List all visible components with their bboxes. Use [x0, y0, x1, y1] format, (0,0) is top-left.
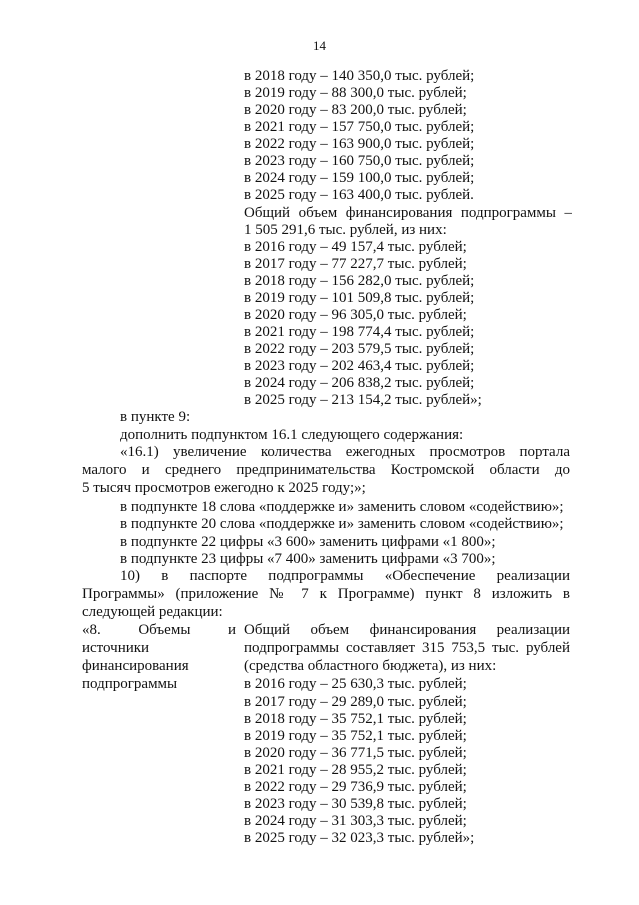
- funding-year-line: в 2018 году – 156 282,0 тыс. рублей;: [244, 273, 475, 289]
- amendment-add-subpoint: дополнить подпунктом 16.1 следующего содержания:: [120, 427, 464, 443]
- item10-line: Программы» (приложение № 7 к Программе) пункт 8 изложить в: [82, 586, 570, 602]
- table-left-line: подпрограммы: [82, 676, 178, 692]
- funding-year-line: в 2019 году – 101 509,8 тыс. рублей;: [244, 290, 475, 306]
- amendment-point9: в пункте 9:: [120, 409, 191, 425]
- funding-year-line: в 2023 году – 202 463,4 тыс. рублей;: [244, 358, 475, 374]
- funding-year-line: в 2021 году – 198 774,4 тыс. рублей;: [244, 324, 475, 340]
- table-left-heading: «8. Объемы и: [82, 622, 236, 638]
- table-year-line: в 2021 году – 28 955,2 тыс. рублей;: [244, 762, 467, 778]
- table-right-line: подпрограммы составляет 315 753,5 тыс. рублей: [244, 640, 570, 656]
- subpoint-16-1-line: малого и среднего предпринимательства Костромской области до: [82, 462, 570, 478]
- funding-year-line: в 2018 году – 140 350,0 тыс. рублей;: [244, 68, 475, 84]
- total-funding-line: Общий объем финансирования подпрограммы –: [244, 205, 572, 221]
- table-year-line: в 2024 году – 31 303,3 тыс. рублей;: [244, 813, 467, 829]
- table-left-line: финансирования: [82, 658, 189, 674]
- funding-year-line: в 2019 году – 88 300,0 тыс. рублей;: [244, 85, 467, 101]
- amendment-sub20: в подпункте 20 слова «поддержке и» заменить словом «содействию»;: [120, 516, 564, 532]
- table-left-line: источники: [82, 640, 150, 656]
- item10-line: следующей редакции:: [82, 604, 223, 620]
- table-year-line: в 2020 году – 36 771,5 тыс. рублей;: [244, 745, 467, 761]
- funding-year-line: в 2024 году – 159 100,0 тыс. рублей;: [244, 170, 475, 186]
- table-year-line: в 2016 году – 25 630,3 тыс. рублей;: [244, 676, 467, 692]
- table-year-line: в 2025 году – 32 023,3 тыс. рублей»;: [244, 830, 475, 846]
- table-right-line: (средства областного бюджета), из них:: [244, 658, 497, 674]
- funding-year-line: в 2016 году – 49 157,4 тыс. рублей;: [244, 239, 467, 255]
- funding-year-line: в 2023 году – 160 750,0 тыс. рублей;: [244, 153, 475, 169]
- amendment-sub23: в подпункте 23 цифры «7 400» заменить цифрами «3 700»;: [120, 551, 496, 567]
- page-number: 14: [313, 38, 326, 53]
- table-year-line: в 2023 году – 30 539,8 тыс. рублей;: [244, 796, 467, 812]
- funding-year-line: в 2024 году – 206 838,2 тыс. рублей;: [244, 375, 475, 391]
- funding-year-line: в 2025 году – 163 400,0 тыс. рублей.: [244, 187, 474, 203]
- amendment-sub22: в подпункте 22 цифры «3 600» заменить цифрами «1 800»;: [120, 534, 496, 550]
- funding-year-line: в 2017 году – 77 227,7 тыс. рублей;: [244, 256, 467, 272]
- table-year-line: в 2017 году – 29 289,0 тыс. рублей;: [244, 694, 467, 710]
- table-year-line: в 2019 году – 35 752,1 тыс. рублей;: [244, 728, 467, 744]
- funding-year-line: в 2022 году – 163 900,0 тыс. рублей;: [244, 136, 475, 152]
- funding-year-line: в 2020 году – 83 200,0 тыс. рублей;: [244, 102, 467, 118]
- amendment-sub18: в подпункте 18 слова «поддержке и» заменить словом «содействию»;: [120, 499, 564, 515]
- subpoint-16-1-line: 5 тысяч просмотров ежегодно к 2025 году;»;: [82, 480, 366, 496]
- table-year-line: в 2018 году – 35 752,1 тыс. рублей;: [244, 711, 467, 727]
- subpoint-16-1-line: «16.1) увеличение количества ежегодных просмотров портала: [120, 444, 570, 460]
- total-funding-line: 1 505 291,6 тыс. рублей, из них:: [244, 222, 447, 238]
- funding-year-line: в 2020 году – 96 305,0 тыс. рублей;: [244, 307, 467, 323]
- funding-year-line: в 2025 году – 213 154,2 тыс. рублей»;: [244, 392, 482, 408]
- item10-line: 10) в паспорте подпрограммы «Обеспечение реализации: [120, 568, 570, 584]
- funding-year-line: в 2022 году – 203 579,5 тыс. рублей;: [244, 341, 475, 357]
- table-right-line: Общий объем финансирования реализации: [244, 622, 570, 638]
- table-year-line: в 2022 году – 29 736,9 тыс. рублей;: [244, 779, 467, 795]
- funding-year-line: в 2021 году – 157 750,0 тыс. рублей;: [244, 119, 475, 135]
